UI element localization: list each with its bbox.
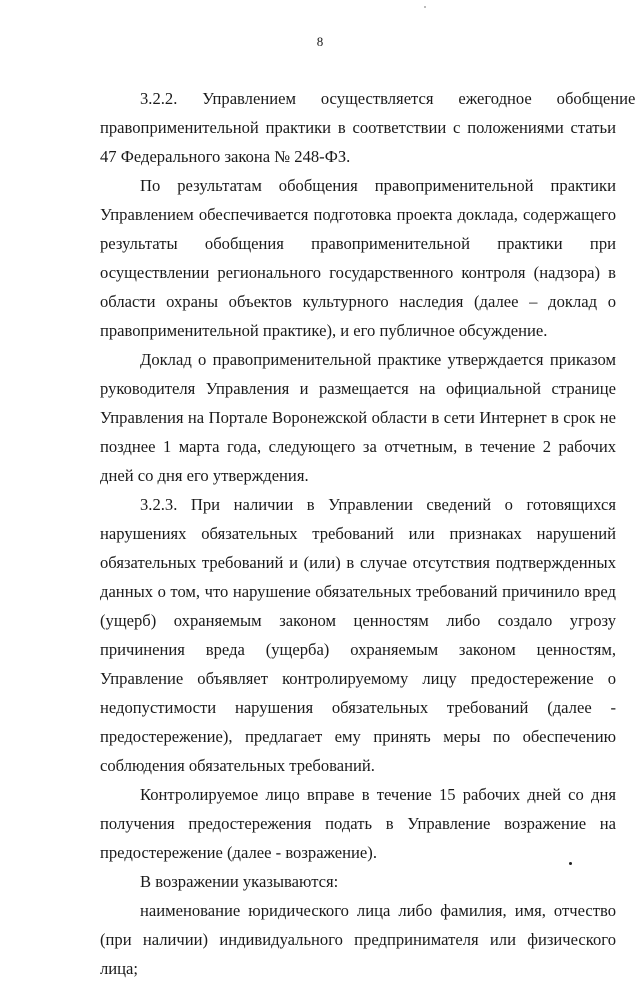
scan-dot [569,862,572,865]
paragraph-report-approval: Доклад о правоприменительной практике утверждается приказом руководителя Управления и размещается на официальной странице Управления на Портале Воронежской области в сети Интернет в срок не позднее 1 марта года, следующего за отчетным, в течение 2 рабочих дней со дня его утверждения. [100,350,616,485]
paragraph-objection-contents: В возражении указываются: [140,872,339,891]
paragraph-report-preparation: По результатам обобщения правоприменительной практики Управлением обеспечивается подготовка проекта доклада, содержащего результаты обобщения правоприменительной практики при осуществлении регионального государственного контроля (надзора) в области охраны объектов культурного наследия (далее – доклад о правоприменительной практике), и его публичное обсуждение. [100,176,616,340]
page-number: 8 [316,34,324,49]
paragraph-3-2-2: 3.2.2. Управлением осуществляется ежегодное обобщение правоприменительной практики в соответствии с положениями статьи 47 Федерального закона № 248-ФЗ. [100,89,636,166]
document-body [100,84,636,983]
paragraph-objection-name: наименование юридического лица либо фамилия, имя, отчество (при наличии) индивидуального предпринимателя или физического лица; [100,901,616,978]
scan-artifact [424,6,426,8]
paragraph-objection-right: Контролируемое лицо вправе в течение 15 рабочих дней со дня получения предостережения подать в Управление возражение на предостережение (далее - возражение). [100,785,616,862]
paragraph-3-2-3: 3.2.3. При наличии в Управлении сведений о готовящихся нарушениях обязательных требований или признаках нарушений обязательных требований и (или) в случае отсутствия подтвержденных данных о том, что нарушение обязательных требований причинило вред (ущерб) охраняемым законом ценностям либо создало угрозу причинения вреда (ущерба) охраняемым законом ценностям, Управление объявляет контролируемому лицу предостережение о недопустимости нарушения обязательных требований (далее - предостережение), предлагает ему принять меры по обеспечению соблюдения обязательных требований. [100,495,616,775]
